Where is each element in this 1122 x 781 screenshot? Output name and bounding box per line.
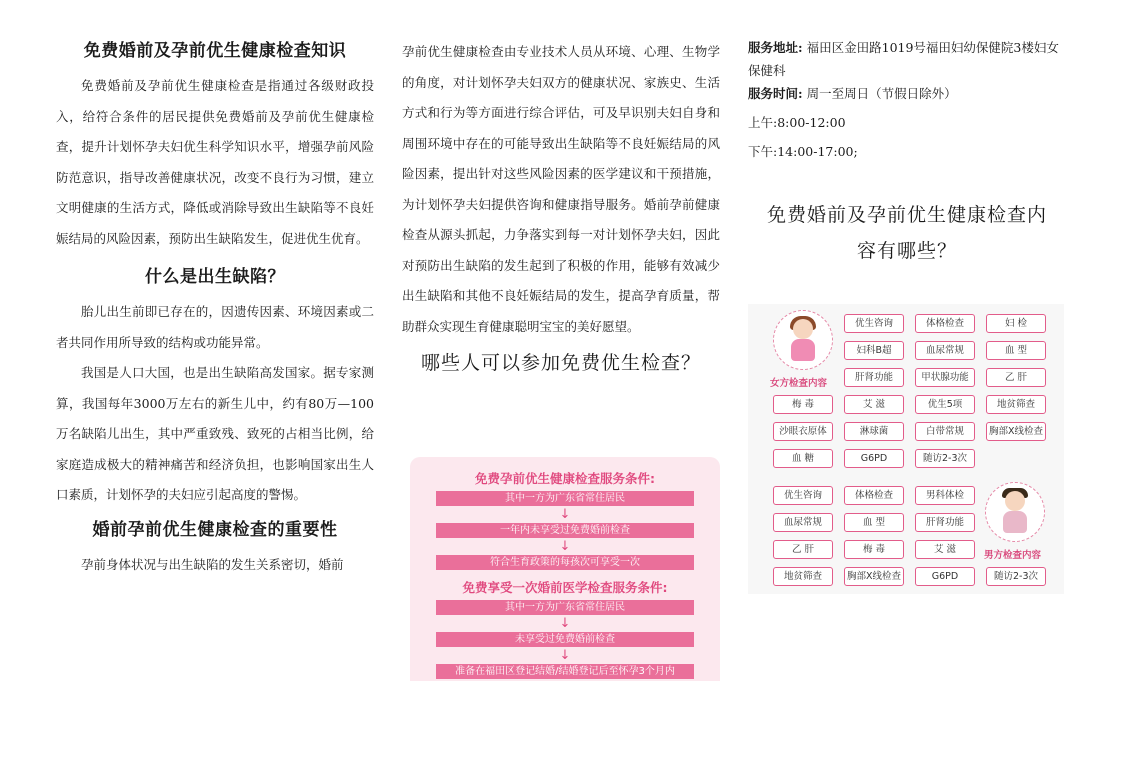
service-address-value: 福田区金田路1019号福田妇幼保健院3楼妇女保健科: [748, 40, 1059, 78]
male-avatar-icon: [985, 482, 1045, 542]
paragraph-importance: 孕前身体状况与出生缺陷的发生关系密切，婚前: [81, 556, 344, 572]
heading-checkup-content: 免费婚前及孕前优生健康检查内容有哪些？: [766, 204, 1047, 262]
heading-importance: 婚前孕前优生健康检查的重要性: [92, 519, 338, 540]
male-item-chip: 体格检查: [844, 486, 904, 505]
column-middle: [402, 37, 720, 383]
female-item-chip: 艾 滋: [844, 395, 904, 414]
paragraph-definition: 胎儿出生前即已存在的，因遗传因素、环境因素或二者共同作用所导致的结构或功能异常。: [56, 304, 374, 350]
morning-hours: 上午:8:00-12:00: [748, 115, 846, 130]
column-right: [748, 36, 1066, 277]
male-items-label: 男方检查内容: [984, 550, 1042, 561]
female-items-label: 女方检查内容: [770, 378, 828, 389]
eligibility-title-premarital: 免费享受一次婚前医学检查服务条件:: [462, 580, 668, 595]
down-arrow-icon: ↓: [559, 648, 571, 663]
male-item-chip: 梅 毒: [844, 540, 904, 559]
heading-knowledge: 免费婚前及孕前优生健康检查知识: [83, 41, 347, 61]
paragraph-statistics: 我国是人口大国，也是出生缺陷高发国家。据专家测算，我国每年3000万左右的新生儿中，约有80万—100万名缺陷儿出生，其中严重致残、致死的占相当比例，给家庭造成极大的精神痛苦和经济负担，也影响国家出生人口素质，计划怀孕的夫妇应引起高度的警惕。: [56, 365, 374, 502]
female-item-chip: 血 糖: [773, 449, 833, 468]
female-item-chip: 淋球菌: [844, 422, 904, 441]
female-item-chip: 梅 毒: [773, 395, 833, 414]
male-item-chip: 胸部X线检查: [844, 567, 904, 586]
female-item-chip: 优生咨询: [844, 314, 904, 333]
male-item-chip: 男科体检: [915, 486, 975, 505]
female-item-chip: 血 型: [986, 341, 1046, 360]
heading-birth-defect: 什么是出生缺陷？: [145, 267, 285, 287]
male-item-chip: 艾 滋: [915, 540, 975, 559]
female-item-chip: 血尿常规: [915, 341, 975, 360]
service-address: [748, 36, 1066, 82]
down-arrow-icon: ↓: [559, 507, 571, 522]
male-item-chip: 乙 肝: [773, 540, 833, 559]
column-left: [56, 30, 374, 580]
female-item-chip: 体格检查: [915, 314, 975, 333]
down-arrow-icon: ↓: [559, 539, 571, 554]
male-item-chip: 肝肾功能: [915, 513, 975, 532]
checkup-items-panel: [748, 304, 1064, 594]
eligibility-item: 准备在福田区登记结婚/结婚登记后至怀孕3个月内: [436, 664, 694, 679]
eligibility-item: 其中一方为广东省常住居民: [436, 491, 694, 506]
female-item-chip: 随访2-3次: [915, 449, 975, 468]
male-item-chip: 血 型: [844, 513, 904, 532]
heading-who-eligible: 哪些人可以参加免费优生检查？: [420, 352, 701, 374]
service-time-value: 周一至周日（节假日除外）: [806, 86, 957, 101]
eligibility-item: 未享受过免费婚前检查: [436, 632, 694, 647]
male-item-chip: G6PD: [915, 567, 975, 586]
female-item-chip: 妇 检: [986, 314, 1046, 333]
female-item-chip: 沙眼衣原体: [773, 422, 833, 441]
down-arrow-icon: ↓: [559, 616, 571, 631]
female-item-chip: 优生5项: [915, 395, 975, 414]
male-item-chip: 优生咨询: [773, 486, 833, 505]
female-item-chip: 妇科B超: [844, 341, 904, 360]
service-time: [748, 82, 1066, 105]
male-item-chip: 血尿常规: [773, 513, 833, 532]
female-item-chip: 肝肾功能: [844, 368, 904, 387]
service-time-label: 服务时间:: [748, 86, 803, 101]
female-avatar-icon: [773, 310, 833, 370]
service-address-label: 服务地址:: [748, 40, 803, 55]
female-item-chip: 白带常规: [915, 422, 975, 441]
female-item-chip: 甲状腺功能: [915, 368, 975, 387]
female-item-chip: 胸部X线检查: [986, 422, 1046, 441]
male-item-chip: 随访2-3次: [986, 567, 1046, 586]
eligibility-item: 符合生育政策的每孩次可享受一次: [436, 555, 694, 570]
eligibility-item: 其中一方为广东省常住居民: [436, 600, 694, 615]
afternoon-hours: 下午:14:00-17:00;: [748, 144, 858, 159]
paragraph-intro: 免费婚前及孕前优生健康检查是指通过各级财政投入，给符合条件的居民提供免费婚前及孕前优生健康检查，提升计划怀孕夫妇优生科学知识水平，增强孕前风险防范意识，指导改善健康状况，改变不良行为习惯，建立文明健康的生活方式，降低或消除导致出生缺陷等不良妊娠结局的风险因素，预防出生缺陷发生，促进优生优育。: [56, 78, 374, 246]
male-item-chip: 地贫筛查: [773, 567, 833, 586]
eligibility-title-prenatal: 免费孕前优生健康检查服务条件:: [475, 471, 655, 486]
female-item-chip: 乙 肝: [986, 368, 1046, 387]
paragraph-checkup-description: 孕前优生健康检查由专业技术人员从环境、心理、生物学的角度，对计划怀孕夫妇双方的健康状况、家族史、生活方式和行为等方面进行综合评估，可及早识别夫妇自身和周围环境中存在的可能导致出生缺陷等不良妊娠结局的风险因素，提出针对这些风险因素的医学建议和干预措施，为计划怀孕夫妇提供咨询和健康指导服务。婚前孕前健康检查从源头抓起，力争落实到每一对计划怀孕夫妇，因此对预防出生缺陷的发生起到了积极的作用，能够有效减少出生缺陷和其他不良妊娠结局的发生，提高孕育质量，帮助群众实现生育健康聪明宝宝的美好愿望。: [402, 44, 720, 334]
female-item-chip: 地贫筛查: [986, 395, 1046, 414]
eligibility-card: [410, 457, 720, 681]
eligibility-item: 一年内未享受过免费婚前检查: [436, 523, 694, 538]
female-item-chip: G6PD: [844, 449, 904, 468]
